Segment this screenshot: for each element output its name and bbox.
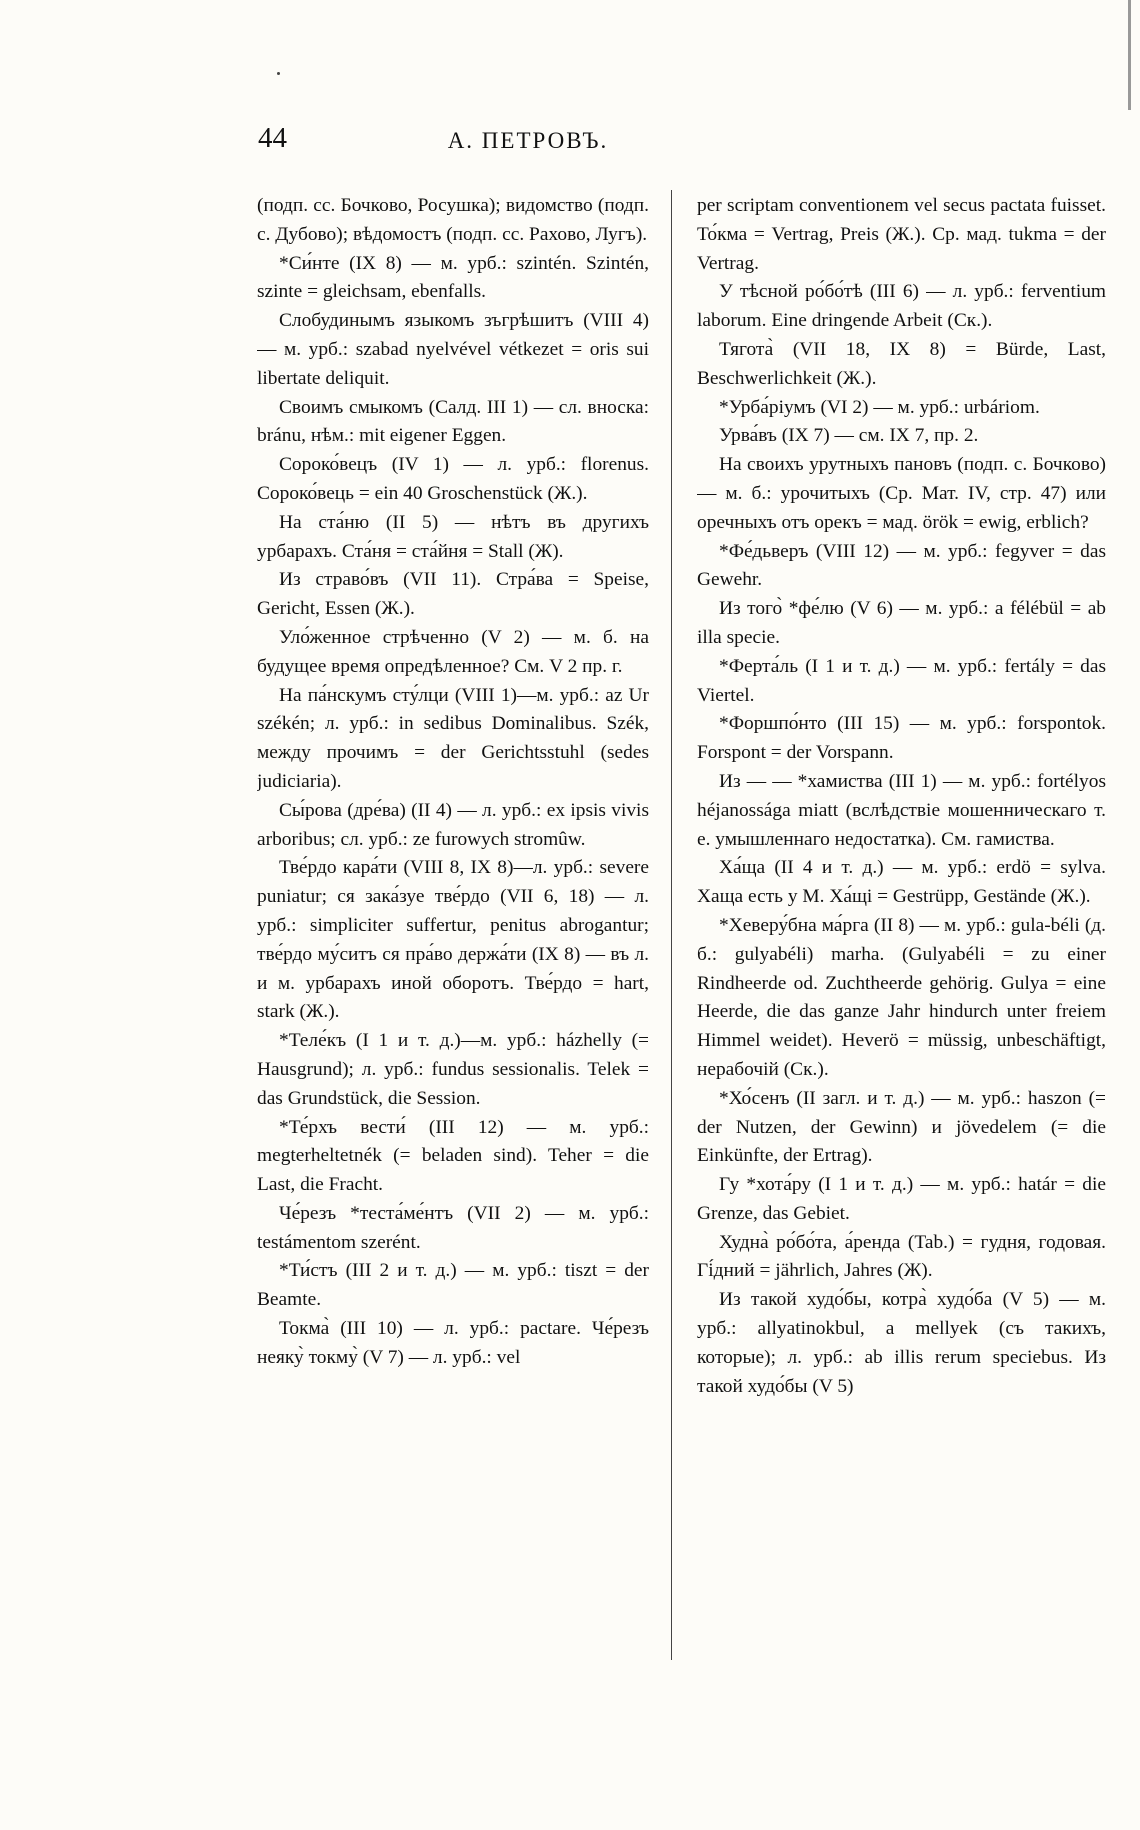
dictionary-entry: *Хо́сенъ (II загл. и т. д.) — м. урб.: haszon (= der Nutzen, der Gewinn) и jövedelem (= die Einkünfte, der Ertrag). — [697, 1087, 1106, 1167]
dictionary-entry: Из того̀ *фе́лю (V 6) — м. урб.: a félébül = ab illa specie. — [697, 598, 1106, 648]
running-head: А. ПЕТРОВЪ. — [447, 128, 609, 153]
dictionary-entry: Из страво́въ (VII 11). Стра́ва = Speise, Gericht, Essen (Ж.). — [257, 569, 649, 620]
dictionary-entry: *Теле́къ (I 1 и т. д.)—м. урб.: házhelly (= Hausgrund); л. урб.: fundus sessionalis. Telek = das Grundstück, die Session. — [257, 1030, 649, 1109]
dictionary-entry: Тве́рдо кара́ти (VIII 8, IX 8)—л. урб.: severe puniatur; ся зака́зуе тве́рдо (VII 6, 18) — л. урб.: simpliciter suffertur, penitus abrogantur; тве́рдо му́ситъ ся пра́во держа́ти (IX 8) — въ л. и м. урбарахъ иной оборотъ. Тве́рдо = hart, stark (Ж.). — [257, 857, 649, 1023]
dictionary-entry: Ха́ща (II 4 и т. д.) — м. урб.: erdö = sylva. Хаща есть у М. Ха́щі = Gestrüpp, Gestände (Ж.). — [697, 857, 1106, 908]
page-header — [258, 122, 798, 162]
dictionary-entry: Сороко́вецъ (IV 1) — л. урб.: florenus. Сороко́вець = ein 40 Groschenstück (Ж.). — [257, 454, 649, 504]
dictionary-entry: Сы́рова (дре́ва) (II 4) — л. урб.: ex ipsis vivis arboribus; сл. урб.: ze furowych stromûw. — [257, 799, 649, 850]
dictionary-entry: Токма̀ (III 10) — л. урб.: pactare. Че́резъ неяку̀ токму̀ (V 7) — л. урб.: vel — [257, 1318, 649, 1368]
dictionary-entry: Гу *хота́ру (I 1 и т. д.) — м. урб.: határ = die Grenze, das Gebiet. — [697, 1174, 1106, 1224]
dictionary-entry: Из такой худо́бы, котра̀ худо́ба (V 5) — м. урб.: allyatinokbul, a mellyek (съ такихъ, которые); л. урб.: ab illis rerum speciebus. Из такой худо́бы (V 5) — [697, 1289, 1106, 1397]
dictionary-entry: Че́резъ *теста́ме́нтъ (VII 2) — м. урб.: testámentom szerént. — [257, 1202, 649, 1253]
dictionary-entry: У тѣсной ро́бо́тѣ (III 6) — л. урб.: ferventium laborum. Eine dringende Arbeit (Ск.). — [697, 281, 1106, 332]
dictionary-entry: Худна̀ ро́бо́та, а́ренда (Tab.) = гудня, годовая. Гі́дний = jährlich, Jahres (Ж). — [697, 1231, 1106, 1282]
dictionary-entry: per scriptam conventionem vel secus pactata fuisset. То́кма = Vertrag, Preis (Ж.). Ср. мад. tukma = der Vertrag. — [697, 195, 1106, 274]
dictionary-entry: *Хеверу́бна ма́рга (II 8) — м. урб.: gula-béli (д. б.: gulyabéli) marha. (Gulyabéli = zu einer Rindheerde od. Zuchtheerde gehörig. Gulya = eine Heerde, die das ganze Jahr hindurch unter freiem Himmel weidet). Heverö = müssig, unbeschäftigt, нерабочій (Ск.). — [697, 914, 1106, 1080]
dictionary-entry: Своимъ смыкомъ (Салд. III 1) — сл. вноска: bránu, нѣм.: mit eigener Eggen. — [257, 396, 649, 447]
dictionary-entry: *Урба́ріумъ (VI 2) — м. урб.: urbáriom. — [719, 396, 1040, 418]
page-edge-line — [1128, 0, 1131, 110]
page-number: 44 — [258, 122, 287, 154]
speck-mark — [277, 72, 280, 75]
dictionary-entry: На своихъ урутныхъ пановъ (подп. с. Бочково) — м. б.: урочитыхъ (Ср. Мат. IV, стр. 47) или оречныхъ отъ орекъ = мад. örök = ewig, erblich? — [697, 454, 1106, 533]
dictionary-entry: *Си́нте (IX 8) — м. урб.: szintén. Szintén, szinte = gleichsam, ebenfalls. — [257, 252, 649, 303]
dictionary-entry: Урва́въ (IX 7) — см. IX 7, пр. 2. — [719, 425, 979, 447]
dictionary-entry: *Ферта́ль (I 1 и т. д.) — м. урб.: fertály = das Viertel. — [697, 655, 1106, 706]
dictionary-entry: *Фе́дьверъ (VIII 12) — м. урб.: fegyver = das Gewehr. — [697, 540, 1106, 591]
dictionary-entry: *Те́рхъ вести́ (III 12) — м. урб.: megterheltetnék (= beladen sind). Teher = die Last, die Fracht. — [257, 1116, 649, 1196]
dictionary-entry: Из — — *хамиства (III 1) — м. урб.: fortélyos héjanossága miatt (вслѣдствіе мошенническаго т. е. умышленнаго недостатка). См. гамиства. — [697, 770, 1106, 850]
dictionary-entry: На па́нскумъ сту́лци (VIII 1)—м. урб.: az Ur székén; л. урб.: in sedibus Dominalibus. Szék, между прочимъ = der Gerichtsstuhl (sedes judiciaria). — [257, 684, 649, 792]
dictionary-entry: Уло́женное стрѣченно (V 2) — м. б. на будущее время опредѣленное? См. V 2 пр. г. — [257, 626, 649, 677]
column-divider — [671, 190, 672, 1660]
dictionary-entry: *Ти́стъ (III 2 и т. д.) — м. урб.: tiszt = der Beamte. — [257, 1260, 649, 1311]
dictionary-entry: Слобудинымъ языкомъ зъгрѣшитъ (VIII 4) — м. урб.: szabad nyelvével vétkezet = oris sui libertate deliquit. — [257, 310, 649, 389]
left-column — [257, 192, 649, 1662]
dictionary-entry: (подп. сс. Бочково, Росушка); видомство (подп. с. Дубово); вѣдомостъ (подп. сс. Рахово, Лугъ). — [257, 195, 649, 245]
dictionary-entry: Тягота̀ (VII 18, IX 8) = Bürde, Last, Beschwerlichkeit (Ж.). — [697, 338, 1106, 389]
dictionary-entry: *Форшпо́нто (III 15) — м. урб.: forspontok. Forspont = der Vorspann. — [697, 713, 1106, 764]
right-column — [697, 192, 1106, 1662]
dictionary-entry: На ста́ню (II 5) — нѣтъ въ другихъ урбарахъ. Ста́ня = ста́йня = Stall (Ж). — [257, 511, 649, 562]
